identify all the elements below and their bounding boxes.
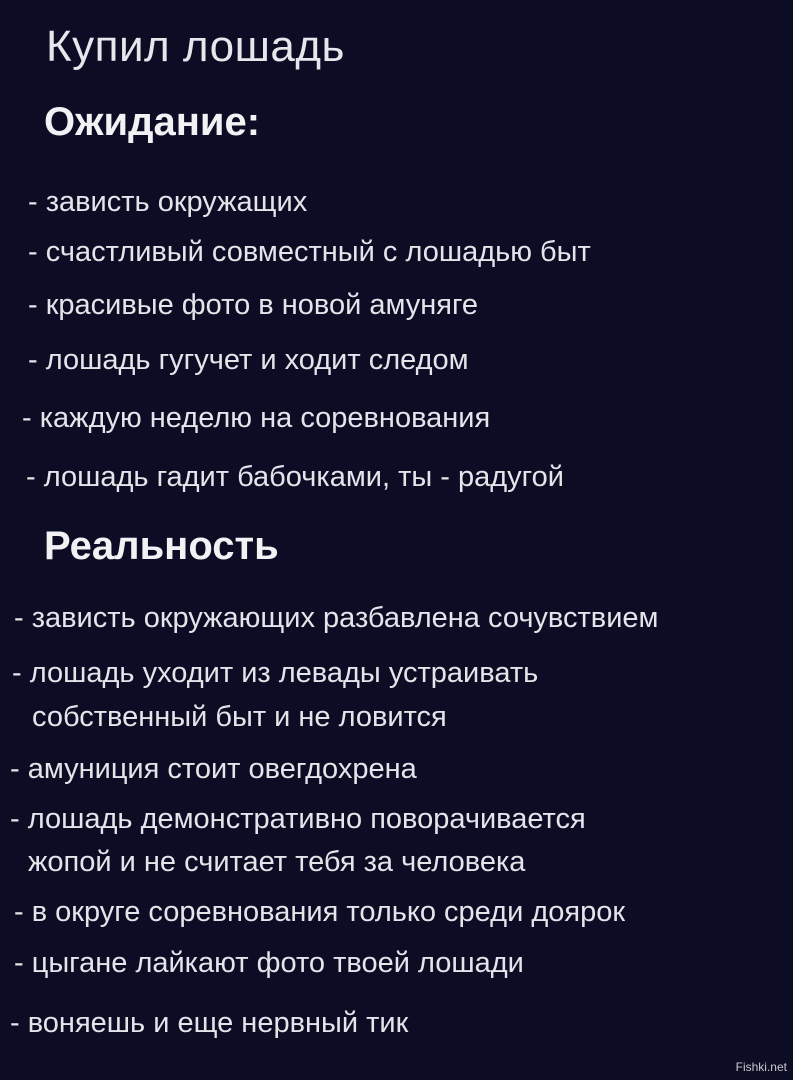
page-title: Купил лошадь: [46, 22, 345, 71]
reality-item-4-continued: жопой и не считает тебя за человека: [28, 846, 526, 878]
reality-item-4: - лошадь демонстративно поворачивается: [10, 803, 586, 835]
expectation-item-6: - лошадь гадит бабочками, ты - радугой: [26, 461, 564, 493]
watermark: Fishki.net: [735, 1060, 787, 1074]
reality-item-2: - лошадь уходит из левады устраивать: [12, 657, 539, 689]
reality-item-3: - амуниция стоит овегдохрена: [10, 753, 417, 785]
expectation-item-1: - зависть окружащих: [28, 186, 308, 218]
expectation-item-4: - лошадь гугучет и ходит следом: [28, 344, 469, 376]
reality-item-2-continued: собственный быт и не ловится: [32, 701, 447, 733]
reality-item-1: - зависть окружающих разбавлена сочувствием: [14, 602, 659, 634]
expectation-item-3: - красивые фото в новой амуняге: [28, 289, 479, 321]
expectation-item-5: - каждую неделю на соревнования: [22, 402, 491, 434]
expectation-item-2: - счастливый совместный с лошадью быт: [28, 236, 591, 268]
reality-item-7: - воняешь и еще нервный тик: [10, 1007, 409, 1039]
reality-item-6: - цыгане лайкают фото твоей лошади: [14, 947, 524, 979]
expectation-heading: Ожидание:: [44, 100, 261, 144]
reality-item-5: - в округе соревнования только среди доярок: [14, 896, 626, 928]
reality-heading: Реальность: [44, 524, 279, 568]
